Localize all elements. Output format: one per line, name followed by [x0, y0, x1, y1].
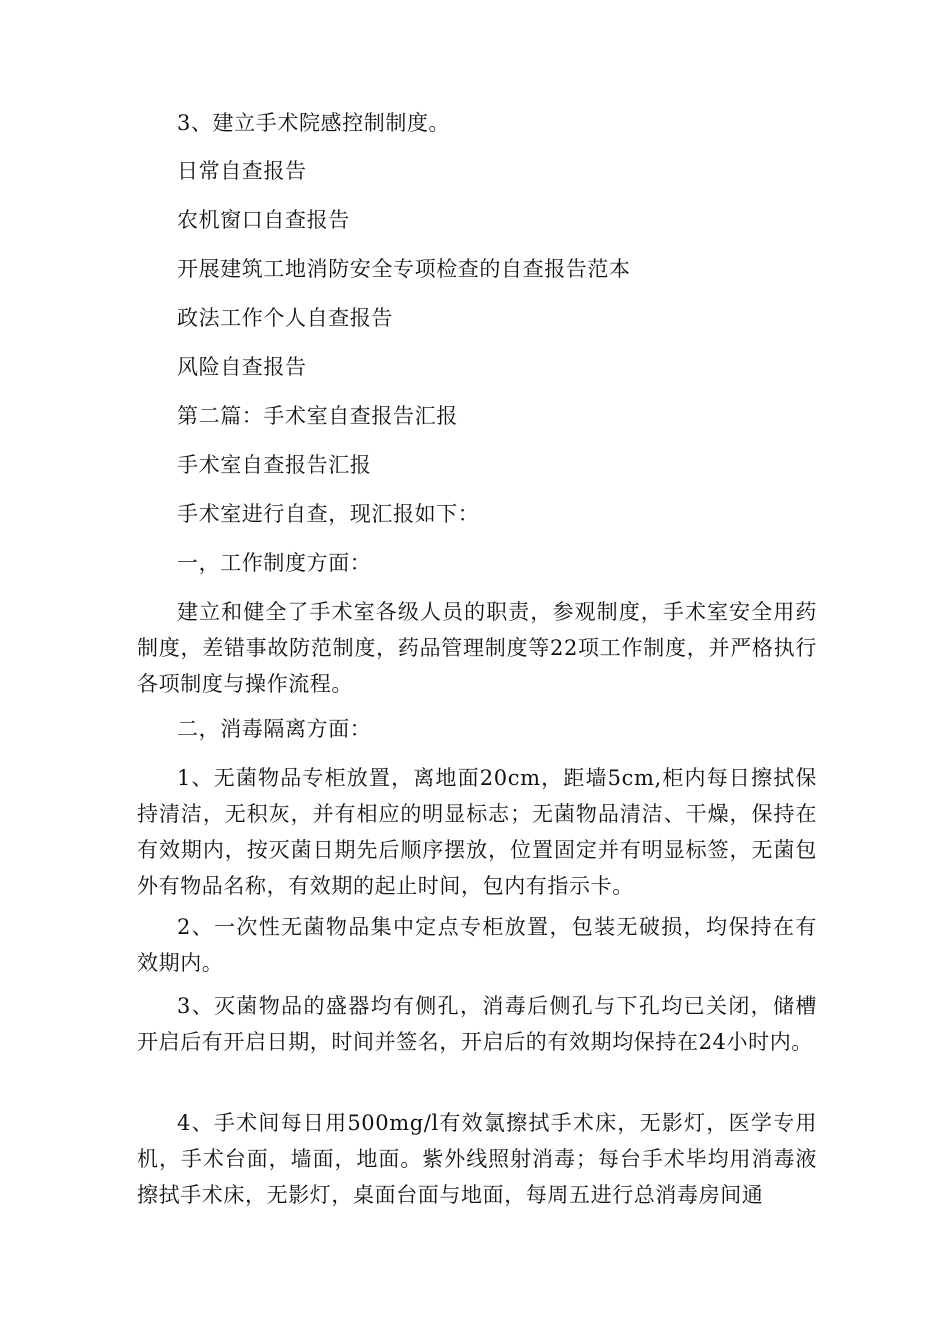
paragraph-16: 4、手术间每日用500mg/l有效氯擦拭手术床，无影灯，医学专用机，手术台面，墙面，地面。紫外线照射消毒；每台手术毕均用消毒液擦拭手术床，无影灯，桌面台面与地面，每周五进行总消毒房间通: [137, 1111, 817, 1207]
paragraph-2: 日常自查报告: [177, 159, 307, 183]
paragraph-4: 开展建筑工地消防安全专项检查的自查报告范本: [177, 257, 631, 281]
paragraph-12: 二，消毒隔离方面：: [177, 717, 372, 741]
paragraph-13: 1、无菌物品专柜放置，离地面20cm，距墙5cm,柜内每日擦拭保持清洁，无积灰，并有相应的明显标志；无菌物品清洁、干燥，保持在有效期内，按灭菌日期先后顺序摆放，位置固定并有明显标签，无菌包外有物品名称，有效期的起止时间，包内有指示卡。: [137, 766, 817, 898]
paragraph-9: 手术室进行自查，现汇报如下：: [177, 502, 480, 526]
paragraph-15: 3、灭菌物品的盛器均有侧孔，消毒后侧孔与下孔均已关闭，储槽开启后有开启日期，时间并签名，开启后的有效期均保持在24小时内。: [137, 994, 817, 1054]
paragraph-10: 一，工作制度方面：: [177, 551, 372, 575]
paragraph-11: 建立和健全了手术室各级人员的职责，参观制度，手术室安全用药制度，差错事故防范制度，药品管理制度等22项工作制度，并严格执行各项制度与操作流程。: [137, 600, 817, 696]
paragraph-14: 2、一次性无菌物品集中定点专柜放置，包装无破损，均保持在有效期内。: [137, 915, 817, 975]
paragraph-6: 风险自查报告: [177, 355, 307, 379]
paragraph-7: 第二篇：手术室自查报告汇报: [177, 404, 458, 428]
paragraph-3: 农机窗口自查报告: [177, 208, 350, 232]
paragraph-5: 政法工作个人自查报告: [177, 306, 393, 330]
paragraph-8: 手术室自查报告汇报: [177, 453, 372, 477]
paragraph-1: 3、建立手术院感控制制度。: [177, 111, 451, 135]
